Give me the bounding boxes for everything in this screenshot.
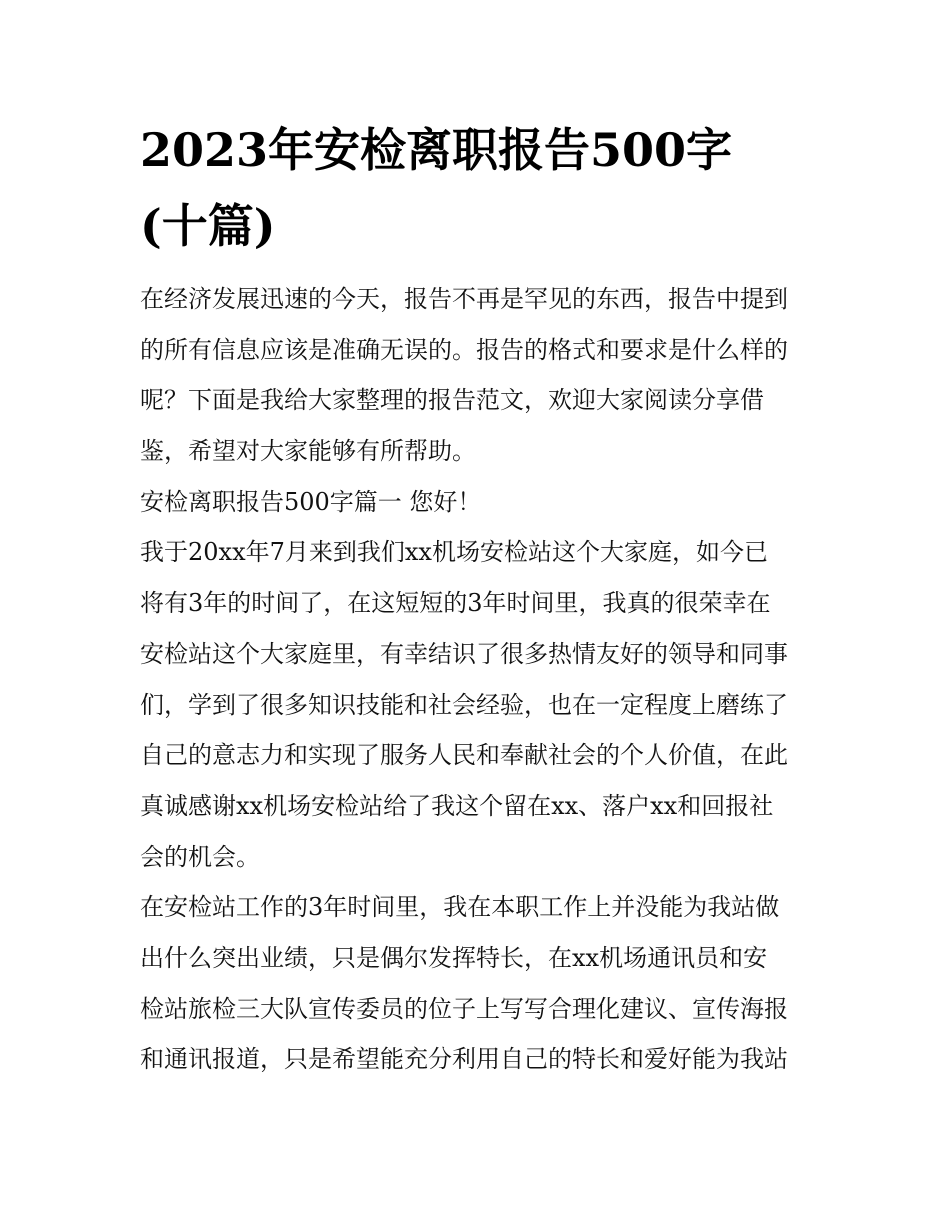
body-line-3: 呢？下面是我给大家整理的报告范文，欢迎大家阅读分享借 — [140, 386, 764, 415]
section-heading-1: 安检离职报告500字篇一 您好！ — [140, 487, 482, 516]
body-line-15: 检站旅检三大队宣传委员的位子上写写合理化建议、宣传海报 — [140, 994, 788, 1023]
body-line-16: 和通讯报道，只是希望能充分利用自己的特长和爱好能为我站 — [140, 1045, 788, 1074]
body-line-13: 在安检站工作的3年时间里，我在本职工作上并没能为我站做 — [140, 893, 780, 922]
body-line-2: 的所有信息应该是准确无误的。报告的格式和要求是什么样的 — [140, 335, 788, 364]
body-line-6: 我于20xx年7月来到我们xx机场安检站这个大家庭，如今已 — [140, 538, 768, 567]
body-line-10: 自己的意志力和实现了服务人民和奉献社会的个人价值，在此 — [140, 741, 788, 770]
body-line-4: 鉴，希望对大家能够有所帮助。 — [140, 437, 476, 466]
document-title — [140, 112, 820, 264]
body-line-1: 在经济发展迅速的今天，报告不再是罕见的东西，报告中提到 — [140, 285, 788, 313]
title-line-1: 2023年安检离职报告500字 — [140, 123, 733, 177]
body-line-8: 安检站这个大家庭里，有幸结识了很多热情友好的领导和同事 — [140, 639, 788, 668]
body-line-14: 出什么突出业绩，只是偶尔发挥特长，在xx机场通讯员和安 — [140, 943, 768, 972]
body-line-12: 会的机会。 — [140, 842, 260, 871]
document-body — [140, 274, 820, 1085]
body-line-9: 们，学到了很多知识技能和社会经验，也在一定程度上磨练了 — [140, 690, 788, 719]
title-line-2: (十篇) — [140, 199, 276, 253]
body-line-7: 将有3年的时间了，在这短短的3年时间里，我真的很荣幸在 — [140, 589, 771, 618]
body-line-11: 真诚感谢xx机场安检站给了我这个留在xx、落户xx和回报社 — [140, 791, 774, 820]
